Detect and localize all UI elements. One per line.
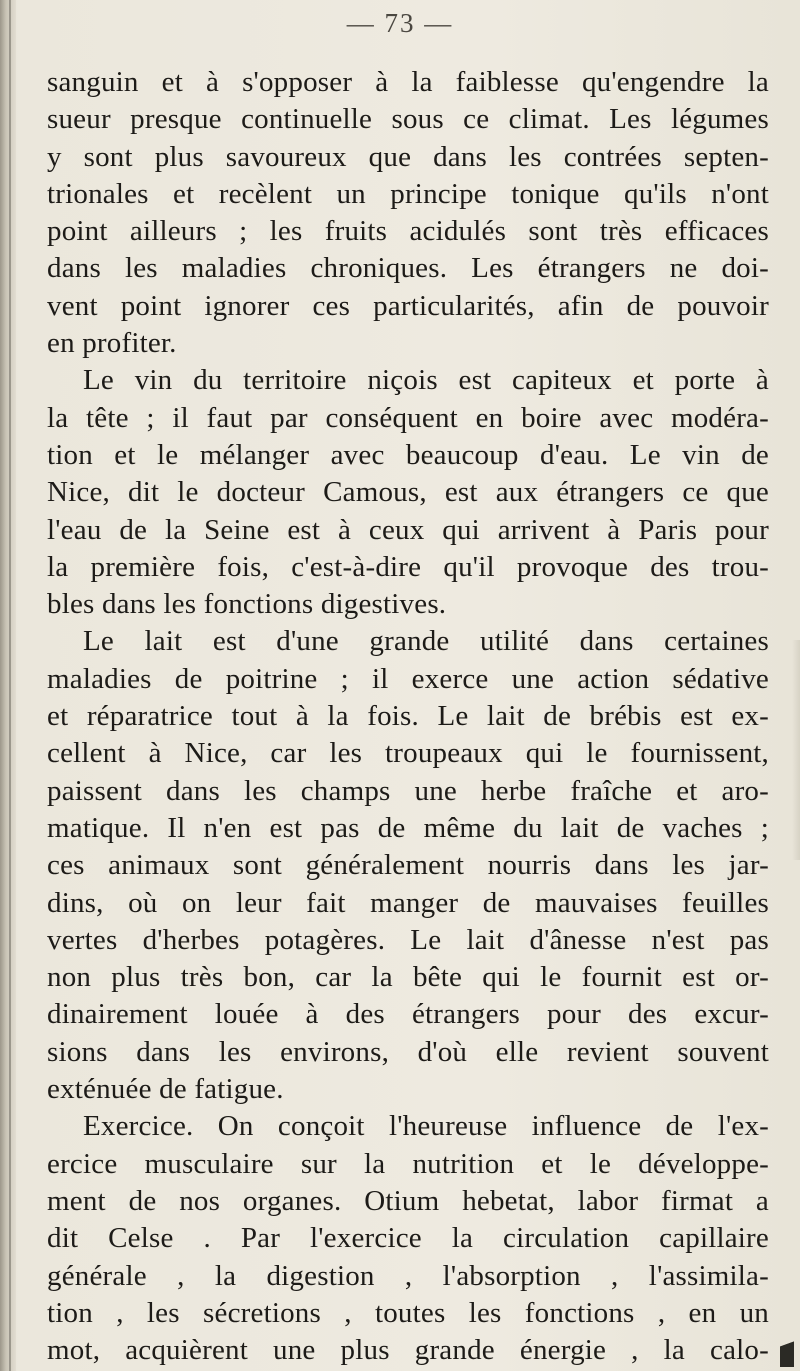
paper-stain: [792, 640, 800, 860]
text-line: l'eau de la Seine est à ceux qui arrivent à Paris pour: [47, 513, 769, 546]
page-corner-mark: [780, 1329, 794, 1367]
text-line: dinairement louée à des étrangers pour des excur-: [47, 998, 769, 1031]
text-line: dans les maladies chroniques. Les étrangers ne doi-: [47, 252, 769, 285]
text-line: mot, acquièrent une plus grande énergie , la calo-: [47, 1334, 769, 1367]
text-line: y sont plus savoureux que dans les contrées septen-: [47, 140, 769, 173]
text-line: maladies de poitrine ; il exerce une action sédative: [47, 662, 769, 695]
text-line: ment de nos organes. Otium hebetat, labor firmat a: [47, 1184, 769, 1217]
text-line: la tête ; il faut par conséquent en boire avec modéra-: [47, 401, 769, 434]
paragraph-start-line: Exercice. On conçoit l'heureuse influence de l'ex-: [83, 1110, 769, 1143]
text-line: sanguin et à s'opposer à la faiblesse qu'engendre la: [47, 66, 769, 98]
text-line: paissent dans les champs une herbe fraîche et aro-: [47, 774, 769, 807]
text-line: et réparatrice tout à la fois. Le lait de brébis est ex-: [47, 700, 769, 733]
text-line: tion et le mélanger avec beaucoup d'eau. Le vin de: [47, 438, 769, 471]
text-line: ces animaux sont généralement nourris dans les jar-: [47, 849, 769, 882]
text-line: cellent à Nice, car les troupeaux qui le fournissent,: [47, 737, 769, 770]
text-line: la première fois, c'est-à-dire qu'il provoque des trou-: [47, 550, 769, 583]
text-line: non plus très bon, car la bête qui le fournit est or-: [47, 961, 769, 994]
text-line: matique. Il n'en est pas de même du lait de vaches ;: [47, 811, 769, 844]
text-line: vent point ignorer ces particularités, afin de pouvoir: [47, 289, 769, 322]
text-line: dit Celse . Par l'exercice la circulation capillaire: [47, 1222, 769, 1255]
text-line: trionales et recèlent un principe tonique qu'ils n'ont: [47, 177, 769, 210]
text-line: bles dans les fonctions digestives.: [47, 588, 447, 621]
text-line: en profiter.: [47, 327, 177, 360]
text-line: ercice musculaire sur la nutrition et le développe-: [47, 1147, 769, 1180]
text-line: sueur presque continuelle sous ce climat. Les légumes: [47, 103, 769, 136]
binding-edge: [0, 0, 16, 1371]
text-line: générale , la digestion , l'absorption , l'assimila-: [47, 1259, 769, 1292]
paragraph-start-line: Le vin du territoire niçois est capiteux et porte à: [83, 364, 769, 397]
body-text: [47, 64, 769, 1369]
text-line: point ailleurs ; les fruits acidulés sont très efficaces: [47, 215, 769, 248]
text-line: vertes d'herbes potagères. Le lait d'ânesse n'est pas: [47, 923, 769, 956]
paragraph-start-line: Le lait est d'une grande utilité dans certaines: [83, 625, 769, 658]
text-line: Nice, dit le docteur Camous, est aux étrangers ce que: [47, 476, 769, 509]
text-line: exténuée de fatigue.: [47, 1073, 284, 1106]
text-line: dins, où on leur fait manger de mauvaises feuilles: [47, 886, 769, 919]
text-line: sions dans les environs, d'où elle revient souvent: [47, 1035, 769, 1068]
page-number: — 73 —: [346, 8, 454, 38]
text-line: tion , les sécretions , toutes les fonctions , en un: [47, 1296, 769, 1329]
